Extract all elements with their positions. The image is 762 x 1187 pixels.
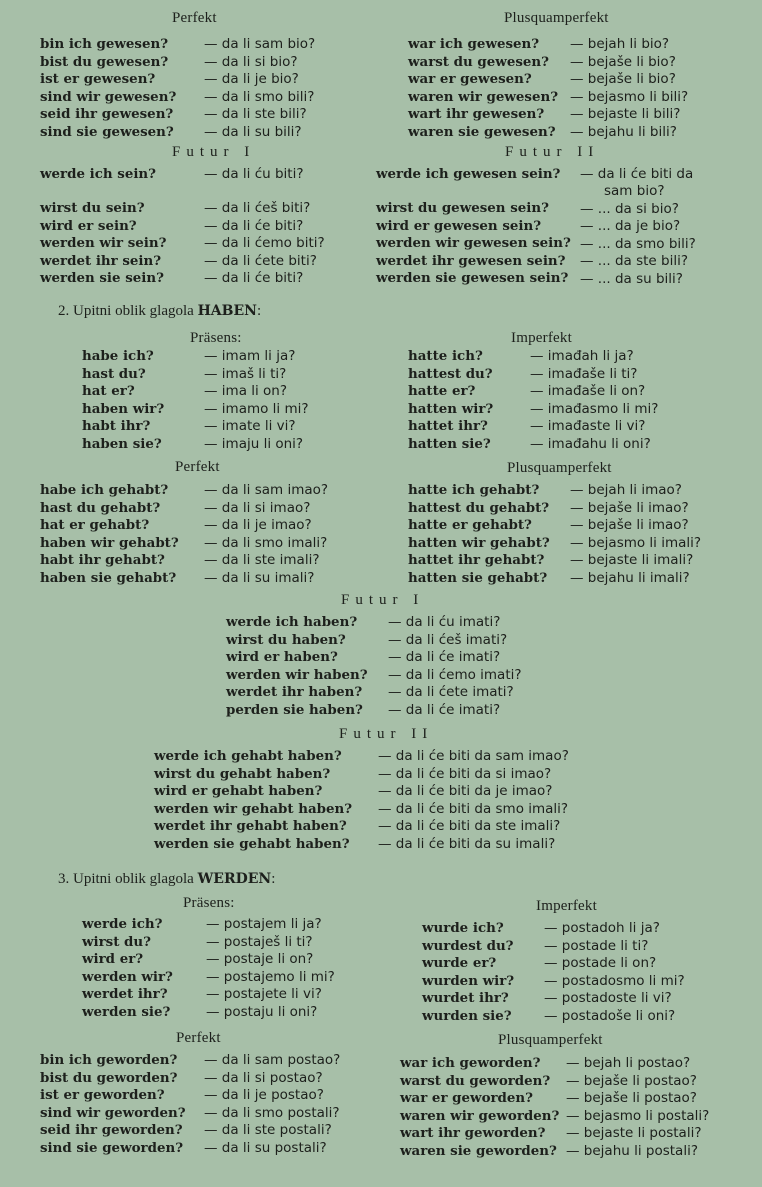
conjugation-form: hattet ihr gehabt?	[408, 552, 545, 568]
conjugation-form: hatte ich?	[408, 348, 483, 364]
translation: — postaje li on?	[206, 951, 314, 967]
conjugation-form: wirst du sein?	[40, 200, 145, 216]
conjugation-form: hatte er gehabt?	[408, 517, 532, 533]
translation: — ... da je bio?	[580, 218, 681, 234]
conjugation-form: bist du gewesen?	[40, 53, 169, 70]
werden-imperfekt-german-column	[422, 920, 514, 1025]
translation: — bejasmo li bili?	[570, 88, 689, 105]
conjugation-form: wurden wir?	[422, 972, 515, 989]
translation: — da li si imao?	[204, 499, 311, 516]
translation: — postadoste li vi?	[544, 990, 672, 1006]
translation: — imađaše li on?	[530, 383, 646, 399]
translation: — da li je bio?	[204, 71, 299, 87]
translation: — bejaste li imali?	[570, 552, 694, 568]
sein-perfekt-german-column	[40, 36, 176, 141]
conjugation-form: hatte er?	[408, 383, 476, 399]
haben-perfekt-translation-column	[204, 482, 328, 587]
haben-perfekt-title: Perfekt	[175, 459, 220, 475]
conjugation-form: werden wir gewesen sein?	[376, 235, 571, 251]
translation: — da li ću imati?	[388, 614, 501, 630]
translation: — da li ću biti?	[204, 166, 304, 182]
conjugation-form: seid ihr geworden?	[40, 1122, 183, 1138]
conjugation-form: habe ich gehabt?	[40, 482, 169, 498]
translation: — da li sam postao?	[204, 1052, 341, 1068]
translation: — da li će biti da ste imali?	[378, 818, 561, 834]
sein-plusquamperfekt-german-column	[408, 36, 558, 141]
section-heading-werden	[58, 871, 275, 888]
translation: — bejahu li bili?	[570, 123, 677, 140]
haben-praesens-translation-column	[204, 348, 309, 453]
conjugation-form: haben wir?	[82, 400, 165, 417]
translation: — bejahu li postali?	[566, 1142, 698, 1159]
translation: — imađah li ja?	[530, 348, 634, 364]
section-heading-text: 3. Upitni oblik glagola	[58, 871, 198, 887]
conjugation-form: ist er geworden?	[40, 1087, 165, 1103]
sein-perfekt-title: Perfekt	[172, 10, 217, 26]
conjugation-form: sind wir geworden?	[40, 1104, 186, 1121]
conjugation-form: wurde er?	[422, 955, 497, 971]
translation: — imađaše li ti?	[530, 365, 638, 382]
werden-imperfekt-translation-column	[544, 920, 685, 1025]
translation: — bejaše li imao?	[570, 499, 689, 516]
translation: — imaju li oni?	[204, 435, 304, 452]
translation: — da li će biti da smo imali?	[378, 800, 569, 817]
conjugation-form: war er geworden?	[400, 1090, 534, 1106]
translation: — da li ćeš imati?	[388, 631, 508, 648]
translation: — da li ćemo imati?	[388, 666, 522, 683]
werden-praesens-title: Präsens:	[183, 895, 235, 911]
sein-plusquamperfekt-title: Plusquamperfekt	[504, 10, 609, 26]
translation: — ima li on?	[204, 383, 288, 399]
conjugation-form: werdet ihr haben?	[226, 684, 363, 700]
haben-futur1-translation-column	[388, 614, 522, 719]
translation: — imađasmo li mi?	[530, 400, 659, 417]
translation: — bejah li bio?	[570, 36, 670, 52]
sein-futur1-translation-column	[204, 166, 325, 288]
conjugation-form: werde ich sein?	[40, 166, 157, 182]
translation: — da li će imati?	[388, 701, 501, 718]
conjugation-form: perden sie haben?	[226, 701, 363, 718]
conjugation-form: waren wir geworden?	[400, 1107, 560, 1124]
haben-futur1-german-column	[226, 614, 368, 719]
conjugation-form: werden wir?	[82, 968, 173, 985]
translation: — bejaše li bio?	[570, 71, 676, 87]
conjugation-form: haben wir gehabt?	[40, 534, 179, 551]
translation: — imađaste li vi?	[530, 418, 646, 434]
translation: — da li ćemo biti?	[204, 235, 325, 251]
haben-imperfekt-title: Imperfekt	[511, 330, 572, 346]
translation: — bejaste li postali?	[566, 1125, 702, 1141]
translation: — postajem li ja?	[206, 916, 322, 932]
translation: — da li sam imao?	[204, 482, 329, 498]
sein-futur2-title: Futur II	[505, 144, 600, 160]
conjugation-form: werde ich gewesen sein?	[376, 166, 561, 182]
translation: — bejaše li postao?	[566, 1072, 697, 1089]
conjugation-form: hattet ihr?	[408, 418, 488, 434]
conjugation-form: werdet ihr gehabt haben?	[154, 818, 347, 834]
translation: — postajemo li mi?	[206, 968, 335, 985]
conjugation-form: hatten wir?	[408, 400, 494, 417]
haben-perfekt-german-column	[40, 482, 179, 587]
translation: — postajete li vi?	[206, 986, 322, 1002]
haben-imperfekt-translation-column	[530, 348, 658, 453]
werden-perfekt-title: Perfekt	[176, 1030, 221, 1046]
conjugation-form: wird er sein?	[40, 217, 137, 234]
haben-imperfekt-german-column	[408, 348, 493, 453]
translation: — imađahu li oni?	[530, 435, 651, 452]
conjugation-form: hatten sie?	[408, 435, 491, 452]
conjugation-form: wart ihr gewesen?	[408, 106, 545, 122]
conjugation-form: hatten sie gehabt?	[408, 569, 548, 586]
conjugation-form: wird er?	[82, 951, 144, 967]
section-heading-text: 2. Upitni oblik glagola	[58, 303, 198, 319]
conjugation-form: werde ich gehabt haben?	[154, 748, 342, 764]
translation: — bejah li imao?	[570, 482, 682, 498]
haben-plusquamperfekt-title: Plusquamperfekt	[507, 460, 612, 476]
translation-continuation: sam bio?	[604, 183, 665, 199]
conjugation-form: sind wir gewesen?	[40, 88, 177, 105]
translation: — da li će biti?	[204, 270, 304, 286]
conjugation-form: hast du?	[82, 365, 146, 382]
conjugation-form: werdet ihr sein?	[40, 252, 162, 269]
conjugation-form: warst du geworden?	[400, 1072, 551, 1089]
translation: — da li sam bio?	[204, 36, 316, 52]
conjugation-form: wird er gehabt haben?	[154, 783, 323, 799]
translation: — da li je imao?	[204, 517, 312, 533]
translation: — da li smo postali?	[204, 1104, 340, 1121]
werden-plusquamperfekt-german-column	[400, 1055, 559, 1160]
translation: — bejasmo li postali?	[566, 1107, 710, 1124]
conjugation-form: werde ich?	[82, 916, 163, 932]
conjugation-form: waren wir gewesen?	[408, 88, 559, 105]
conjugation-form: wirst du haben?	[226, 631, 346, 648]
translation: — bejaše li bio?	[570, 53, 676, 70]
translation: — bejah li postao?	[566, 1055, 691, 1071]
conjugation-form: wird er haben?	[226, 649, 338, 665]
conjugation-form: wurde ich?	[422, 920, 504, 936]
conjugation-form: war ich gewesen?	[408, 36, 540, 52]
translation: — imamo li mi?	[204, 400, 309, 417]
translation: — postadoše li oni?	[544, 1007, 676, 1024]
translation: — postadosmo li mi?	[544, 972, 685, 989]
translation: — bejaše li imao?	[570, 517, 689, 533]
conjugation-form: werden sie?	[82, 1003, 171, 1020]
conjugation-form: wart ihr geworden?	[400, 1125, 546, 1141]
translation: — postadoh li ja?	[544, 920, 660, 936]
translation: — bejaše li postao?	[566, 1090, 697, 1106]
werden-praesens-translation-column	[206, 916, 335, 1021]
conjugation-form: war ich geworden?	[400, 1055, 541, 1071]
conjugation-form: werden wir haben?	[226, 666, 368, 683]
conjugation-form: hatten wir gehabt?	[408, 534, 550, 551]
sein-perfekt-translation-column	[204, 36, 315, 141]
conjugation-form: sind sie gewesen?	[40, 123, 174, 140]
werden-perfekt-german-column	[40, 1052, 186, 1157]
translation: — da li će biti da sam imao?	[378, 748, 569, 764]
werden-plusquamperfekt-title: Plusquamperfekt	[498, 1032, 603, 1048]
translation: — ... da su bili?	[580, 270, 683, 287]
translation: — da li ste imali?	[204, 552, 320, 568]
conjugation-form: werden sie gehabt haben?	[154, 835, 350, 852]
conjugation-form: warst du gewesen?	[408, 53, 549, 70]
conjugation-form: hattest du?	[408, 365, 493, 382]
conjugation-form: werden sie sein?	[40, 270, 164, 286]
translation: — da li si bio?	[204, 53, 298, 70]
translation: — bejahu li imali?	[570, 569, 690, 586]
conjugation-form: waren sie geworden?	[400, 1142, 557, 1159]
conjugation-form: werdet ihr?	[82, 986, 168, 1002]
translation: — da li će imati?	[388, 649, 501, 665]
conjugation-form: habt ihr?	[82, 418, 151, 434]
conjugation-form: wurdest du?	[422, 937, 514, 954]
translation: — bejaste li bili?	[570, 106, 681, 122]
conjugation-form: wird er gewesen sein?	[376, 217, 542, 234]
conjugation-form: waren sie gewesen?	[408, 123, 556, 140]
conjugation-form: seid ihr gewesen?	[40, 106, 174, 122]
translation: — da li će biti da je imao?	[378, 783, 553, 799]
haben-praesens-german-column	[82, 348, 164, 453]
conjugation-form: wirst du gehabt haben?	[154, 765, 331, 782]
conjugation-form: hat er gehabt?	[40, 517, 150, 533]
conjugation-form: sind sie geworden?	[40, 1139, 184, 1156]
haben-futur1-title: Futur I	[341, 592, 425, 608]
sein-plusquamperfekt-translation-column	[570, 36, 688, 141]
conjugation-form: habe ich?	[82, 348, 154, 364]
conjugation-form: bin ich gewesen?	[40, 36, 169, 52]
sein-futur1-title: Futur I	[172, 144, 256, 160]
translation: — da li ćete imati?	[388, 684, 514, 700]
conjugation-form: werden wir sein?	[40, 235, 167, 251]
conjugation-form: haben sie gehabt?	[40, 569, 177, 586]
section-heading-verb: WERDEN	[197, 871, 272, 887]
conjugation-form: bin ich geworden?	[40, 1052, 178, 1068]
translation: — da li ćete biti?	[204, 252, 317, 269]
section-heading-haben	[58, 303, 261, 320]
conjugation-form: haben sie?	[82, 435, 162, 452]
translation: — da li su bili?	[204, 123, 302, 140]
conjugation-form: hat er?	[82, 383, 135, 399]
haben-futur2-german-column	[154, 748, 352, 853]
translation: — ... da smo bili?	[580, 235, 696, 252]
conjugation-form: werdet ihr gewesen sein?	[376, 252, 566, 269]
translation: — postade li on?	[544, 955, 657, 971]
translation: — da li je postao?	[204, 1087, 324, 1103]
translation: — ... da ste bili?	[580, 253, 688, 269]
translation: — da li će biti?	[204, 217, 304, 234]
werden-plusquamperfekt-translation-column	[566, 1055, 709, 1160]
translation: — da li si postao?	[204, 1069, 323, 1086]
conjugation-form: wirst du?	[82, 933, 151, 950]
section-heading-verb: HABEN	[197, 303, 257, 319]
translation: — postade li ti?	[544, 937, 649, 954]
conjugation-form: werden sie gewesen sein?	[376, 270, 569, 286]
translation: — da li ste postali?	[204, 1122, 332, 1138]
translation: — da li će biti da su imali?	[378, 835, 556, 852]
translation: — imaš li ti?	[204, 365, 287, 382]
conjugation-form: wurdet ihr?	[422, 990, 509, 1006]
translation: — da li su imali?	[204, 569, 315, 586]
sein-futur1-german-column	[40, 166, 166, 288]
conjugation-form: hattest du gehabt?	[408, 499, 550, 516]
translation: — imate li vi?	[204, 418, 296, 434]
translation: — da li smo imali?	[204, 534, 328, 551]
conjugation-form: wurden sie?	[422, 1007, 512, 1024]
haben-plusquamperfekt-translation-column	[570, 482, 701, 587]
conjugation-form: hatte ich gehabt?	[408, 482, 540, 498]
section-heading-colon: :	[256, 303, 262, 319]
translation: — da li će biti da si imao?	[378, 765, 552, 782]
translation: — da li će biti da	[580, 166, 694, 182]
conjugation-form: habt ihr gehabt?	[40, 552, 165, 568]
conjugation-form: werden wir gehabt haben?	[154, 800, 353, 817]
werden-praesens-german-column	[82, 916, 173, 1021]
translation: — ... da si bio?	[580, 200, 679, 217]
conjugation-form: wirst du gewesen sein?	[376, 200, 549, 216]
conjugation-form: werde ich haben?	[226, 614, 358, 630]
werden-perfekt-translation-column	[204, 1052, 340, 1157]
conjugation-form: ist er gewesen?	[40, 71, 156, 87]
sein-futur2-german-column	[376, 166, 571, 288]
translation: — da li ste bili?	[204, 106, 307, 122]
section-heading-colon: :	[271, 871, 276, 887]
translation: — da li ćeš biti?	[204, 200, 311, 216]
conjugation-form: war er gewesen?	[408, 71, 532, 87]
translation: — postaješ li ti?	[206, 933, 313, 950]
sein-futur2-translation-column	[580, 166, 696, 288]
translation: — da li su postali?	[204, 1139, 327, 1156]
translation: — da li smo bili?	[204, 88, 315, 105]
haben-futur2-title: Futur II	[339, 726, 434, 742]
conjugation-form: bist du geworden?	[40, 1069, 178, 1086]
werden-imperfekt-title: Imperfekt	[536, 898, 597, 914]
translation: — imam li ja?	[204, 348, 296, 364]
translation: — postaju li oni?	[206, 1003, 318, 1020]
haben-plusquamperfekt-german-column	[408, 482, 550, 587]
conjugation-form: hast du gehabt?	[40, 499, 161, 516]
haben-praesens-title: Präsens:	[190, 330, 242, 346]
translation: — bejasmo li imali?	[570, 534, 702, 551]
haben-futur2-translation-column	[378, 748, 569, 853]
